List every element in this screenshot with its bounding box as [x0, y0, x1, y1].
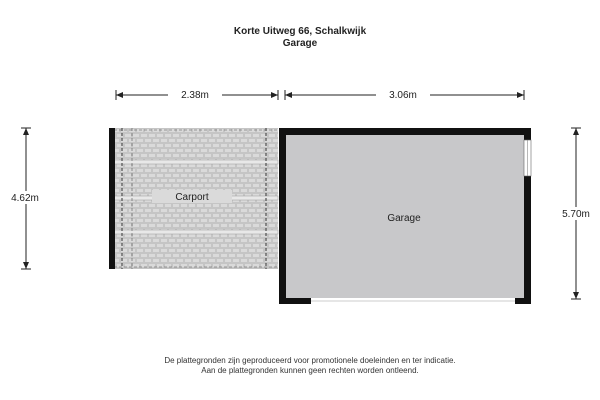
carport-depth-label: 4.62m	[11, 193, 39, 204]
floorplan-floor-title: Garage	[282, 38, 318, 49]
carport-width-label: 2.38m	[181, 90, 209, 101]
garage-label: Garage	[387, 213, 421, 224]
garage-width-label: 3.06m	[389, 90, 417, 101]
carport-area	[109, 128, 278, 269]
carport-label: Carport	[175, 192, 209, 203]
disclaimer-line-2: Aan de plattegronden kunnen geen rechten worden ontleend.	[201, 366, 419, 375]
disclaimer-line-1: De plattegronden zijn geproduceerd voor promotionele doeleinden en ter indicatie.	[164, 356, 456, 365]
dimension-garage-width	[285, 88, 524, 101]
garage-room	[279, 128, 531, 304]
dimension-garage-depth	[554, 128, 598, 299]
dimension-carport-width	[116, 88, 278, 101]
dimension-carport-depth	[4, 128, 48, 269]
garage-depth-label: 5.70m	[562, 209, 590, 220]
floorplan-address-title: Korte Uitweg 66, Schalkwijk	[233, 26, 367, 37]
